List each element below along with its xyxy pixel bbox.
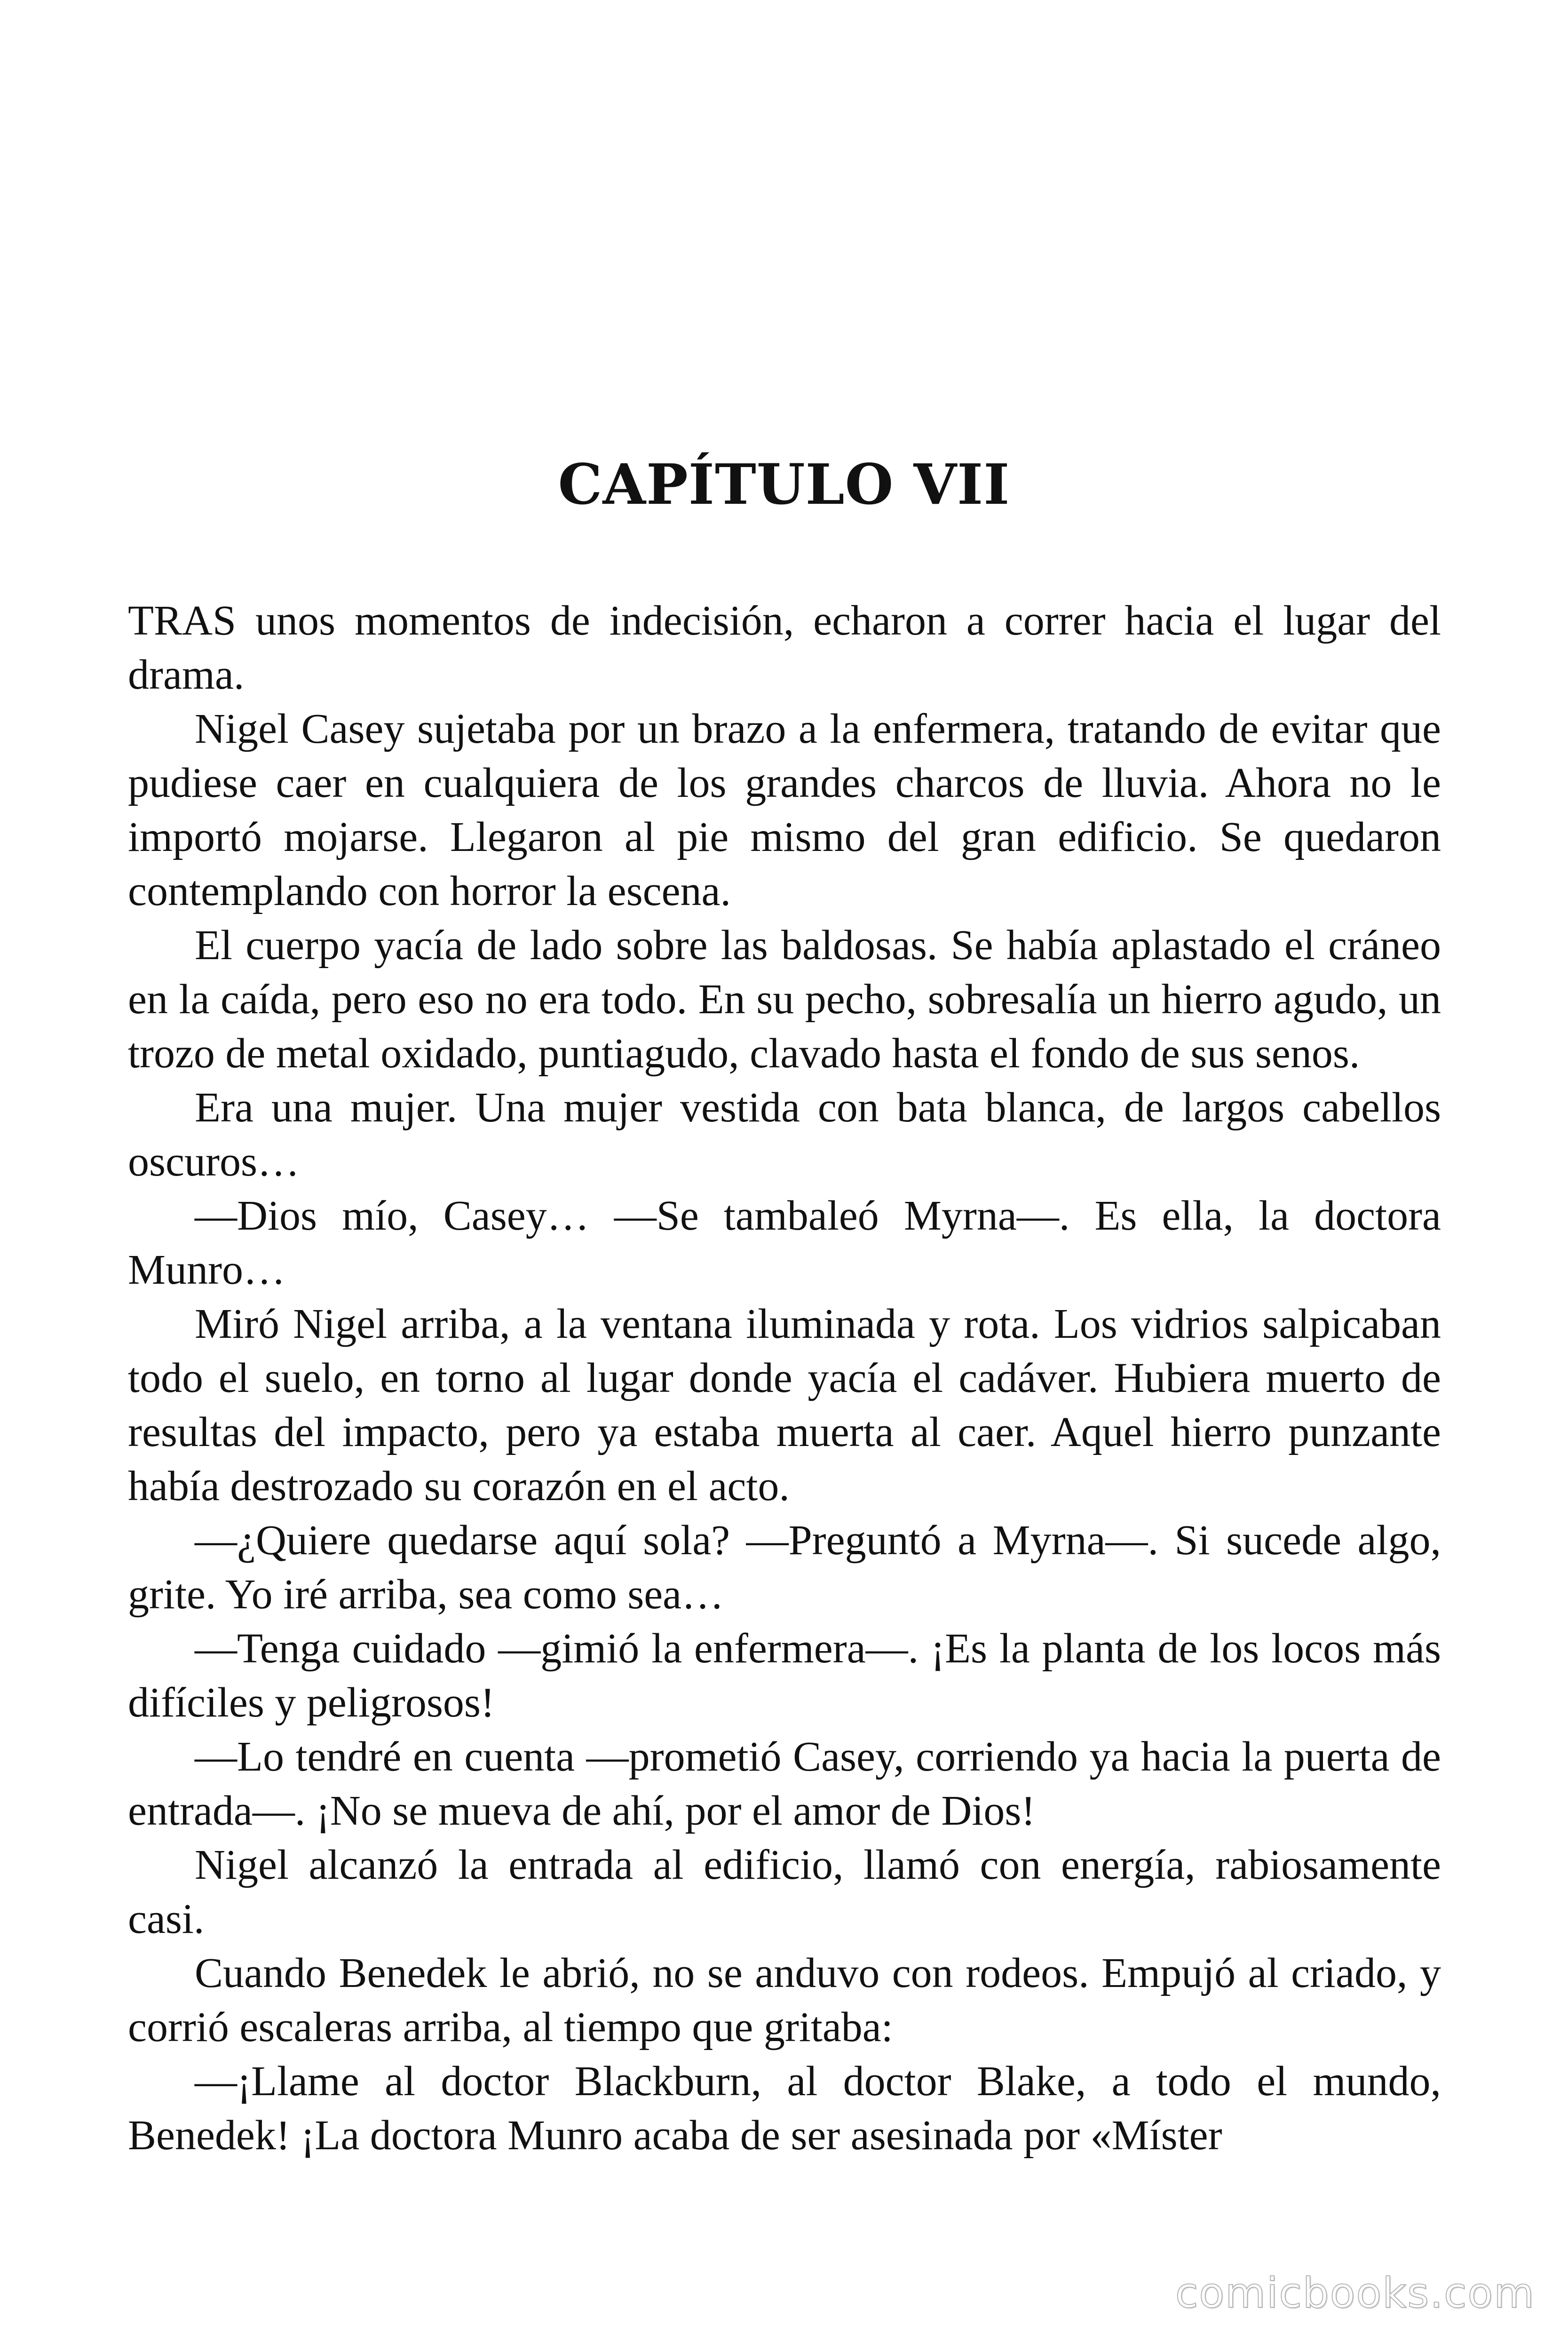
paragraph-1: TRAS unos momentos de indecisión, echaron a correr hacia el lugar del drama. [128,597,1441,698]
paragraph-6: Miró Nigel arriba, a la ventana iluminada y rota. Los vidrios salpicaban todo el suelo, en torno al lugar donde yacía el cadáver. Hubiera muerto de resultas del impacto, pero ya estaba muerta al caer. Aquel hierro punzante había destrozado su corazón en el acto. [128,1301,1441,1510]
paragraph-4: Era una mujer. Una mujer vestida con bata blanca, de largos cabellos oscuros… [128,1084,1441,1185]
chapter-body [128,594,1441,2162]
paragraph-3: El cuerpo yacía de lado sobre las baldosas. Se había aplastado el cráneo en la caída, pero eso no era todo. En su pecho, sobresalía un hierro agudo, un trozo de metal oxidado, puntiagudo, clavado hasta el fondo de sus senos. [128,922,1441,1077]
paragraph-12: —¡Llame al doctor Blackburn, al doctor Blake, a todo el mundo, Benedek! ¡La doctora Munro acaba de ser asesinada por «Míster [128,2058,1441,2159]
chapter-title: CAPÍTULO VII [558,452,1010,517]
watermark: comicbooks.com [1175,2269,1535,2317]
paragraph-9: —Lo tendré en cuenta —prometió Casey, corriendo ya hacia la puerta de entrada—. ¡No se mueva de ahí, por el amor de Dios! [128,1733,1441,1834]
paragraph-7: —¿Quiere quedarse aquí sola? —Preguntó a Myrna—. Si sucede algo, grite. Yo iré arriba, sea como sea… [128,1517,1441,1618]
paragraph-8: —Tenga cuidado —gimió la enfermera—. ¡Es la planta de los locos más difíciles y peligrosos! [128,1625,1441,1726]
paragraph-11: Cuando Benedek le abrió, no se anduvo con rodeos. Empujó al criado, y corrió escaleras arriba, al tiempo que gritaba: [128,1950,1441,2050]
paragraph-10: Nigel alcanzó la entrada al edificio, llamó con energía, rabiosamente casi. [128,1842,1441,1942]
paragraph-5: —Dios mío, Casey… —Se tambaleó Myrna—. Es ella, la doctora Munro… [128,1192,1441,1293]
paragraph-2: Nigel Casey sujetaba por un brazo a la enfermera, tratando de evitar que pudiese caer en cualquiera de los grandes charcos de lluvia. Ahora no le importó mojarse. Llegaron al pie mismo del gran edificio. Se quedaron contemplando con horror la escena. [128,706,1441,914]
